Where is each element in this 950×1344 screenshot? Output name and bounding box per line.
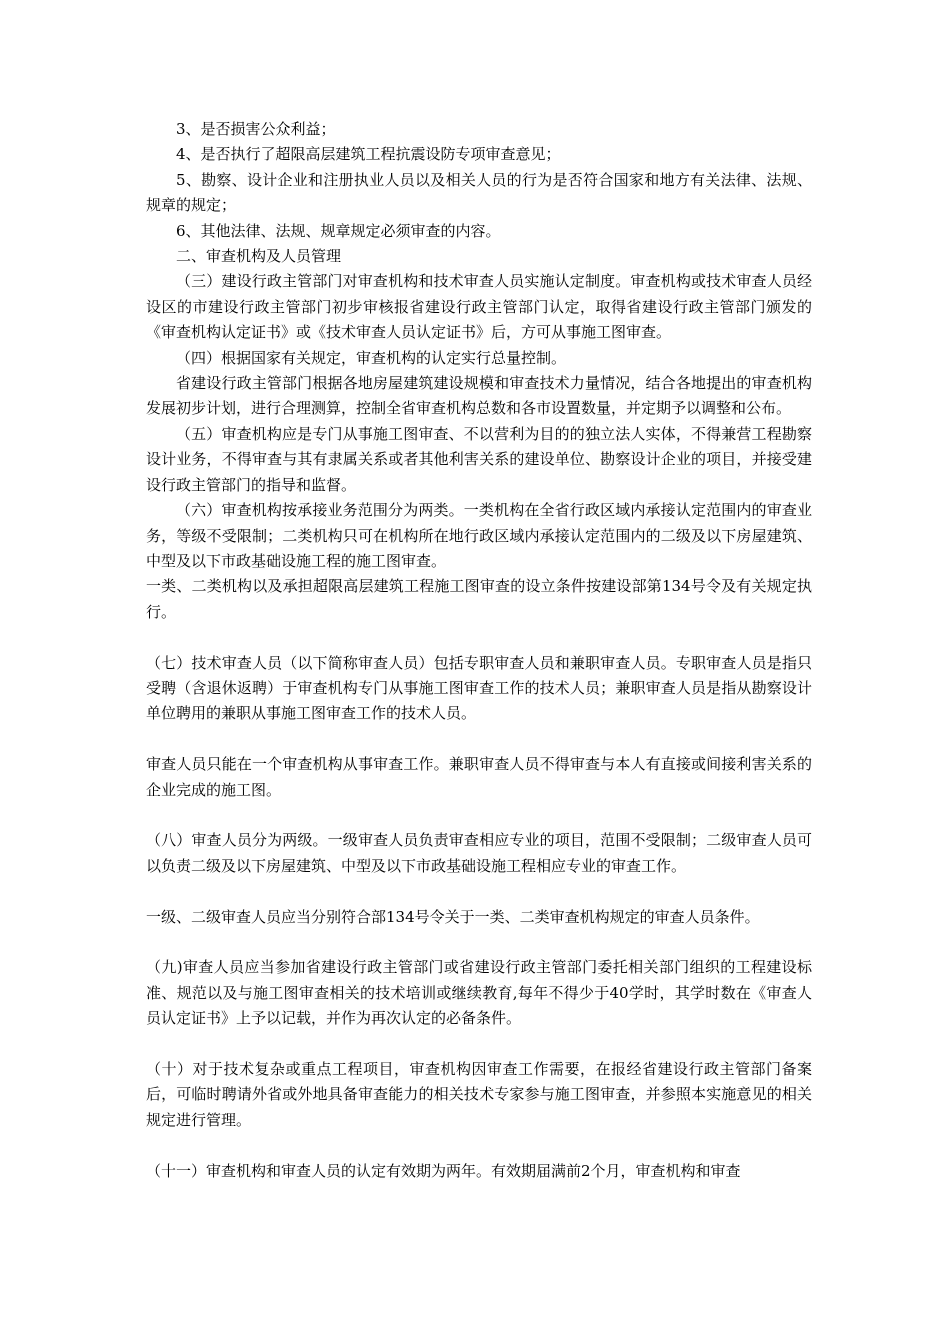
paragraph-item-5: 5、勘察、设计企业和注册执业人员以及相关人员的行为是否符合国家和地方有关法律、法规、规章的规定； [146, 170, 812, 215]
paragraph-clause-11: （十一）审查机构和审查人员的认定有效期为两年。有效期届满前2个月，审查机构和审查 [146, 1161, 741, 1180]
section-heading: 二、审查机构及人员管理 [176, 247, 342, 266]
paragraph-clause-8-detail: 一级、二级审查人员应当分别符合部134号令关于一类、二类审查机构规定的审查人员条件。 [146, 907, 760, 926]
paragraph-clause-7-detail: 审查人员只能在一个审查机构从事审查工作。兼职审查人员不得审查与本人有直接或间接利害关系的企业完成的施工图。 [146, 755, 812, 799]
document-body [146, 117, 812, 1184]
paragraph-clause-8: （八）审查人员分为两级。一级审查人员负责审查相应专业的项目，范围不受限制；二级审查人员可以负责二级及以下房屋建筑、中型及以下市政基础设施工程相应专业的审查工作。 [146, 831, 812, 875]
paragraph-clause-6-detail: 一类、二类机构以及承担超限高层建筑工程施工图审查的设立条件按建设部第134号令及有关规定执行。 [146, 577, 812, 621]
paragraph-clause-6: （六）审查机构按承接业务范围分为两类。一类机构在全省行政区域内承接认定范围内的审查业务，等级不受限制；二类机构只可在机构所在地行政区域内承接认定范围内的二级及以下房屋建筑、中型及以下市政基础设施工程的施工图审查。 [146, 501, 812, 570]
paragraph-clause-4: （四）根据国家有关规定，审查机构的认定实行总量控制。 [176, 348, 567, 367]
paragraph-clause-10: （十）对于技术复杂或重点工程项目，审查机构因审查工作需要，在报经省建设行政主管部门备案后，可临时聘请外省或外地具备审查能力的相关技术专家参与施工图审查，并参照本实施意见的相关规定进行管理。 [146, 1059, 812, 1129]
paragraph-clause-3: （三）建设行政主管部门对审查机构和技术审查人员实施认定制度。审查机构或技术审查人员经设区的市建设行政主管部门初步审核报省建设行政主管部门认定，取得省建设行政主管部门颁发的《审查机构认定证书》或《技术审查人员认定证书》后，方可从事施工图审查。 [146, 272, 812, 342]
paragraph-item-4: 4、是否执行了超限高层建筑工程抗震设防专项审查意见； [176, 145, 561, 164]
paragraph-clause-7: （七）技术审查人员（以下简称审查人员）包括专职审查人员和兼职审查人员。专职审查人员是指只受聘（含退休返聘）于审查机构专门从事施工图审查工作的技术人员；兼职审查人员是指从勘察设计单位聘用的兼职从事施工图审查工作的技术人员。 [146, 653, 812, 723]
paragraph-clause-5: （五）审查机构应是专门从事施工图审查、不以营利为目的的独立法人实体，不得兼营工程勘察设计业务，不得审查与其有隶属关系或者其他利害关系的建设单位、勘察设计企业的项目，并接受建设行政主管部门的指导和监督。 [146, 424, 812, 494]
paragraph-clause-4-detail: 省建设行政主管部门根据各地房屋建筑建设规模和审查技术力量情况，结合各地提出的审查机构发展初步计划，进行合理测算，控制全省审查机构总数和各市设置数量，并定期予以调整和公布。 [146, 374, 812, 418]
paragraph-item-3: 3、是否损害公众利益； [176, 120, 336, 138]
paragraph-clause-9: （九)审查人员应当参加省建设行政主管部门或省建设行政主管部门委托相关部门组织的工程建设标准、规范以及与施工图审查相关的技术培训或继续教育,每年不得少于40学时，其学时数在《审查人员认定证书》上予以记载，并作为再次认定的必备条件。 [146, 958, 812, 1028]
paragraph-item-6: 6、其他法律、法规、规章规定必须审查的内容。 [176, 221, 501, 240]
